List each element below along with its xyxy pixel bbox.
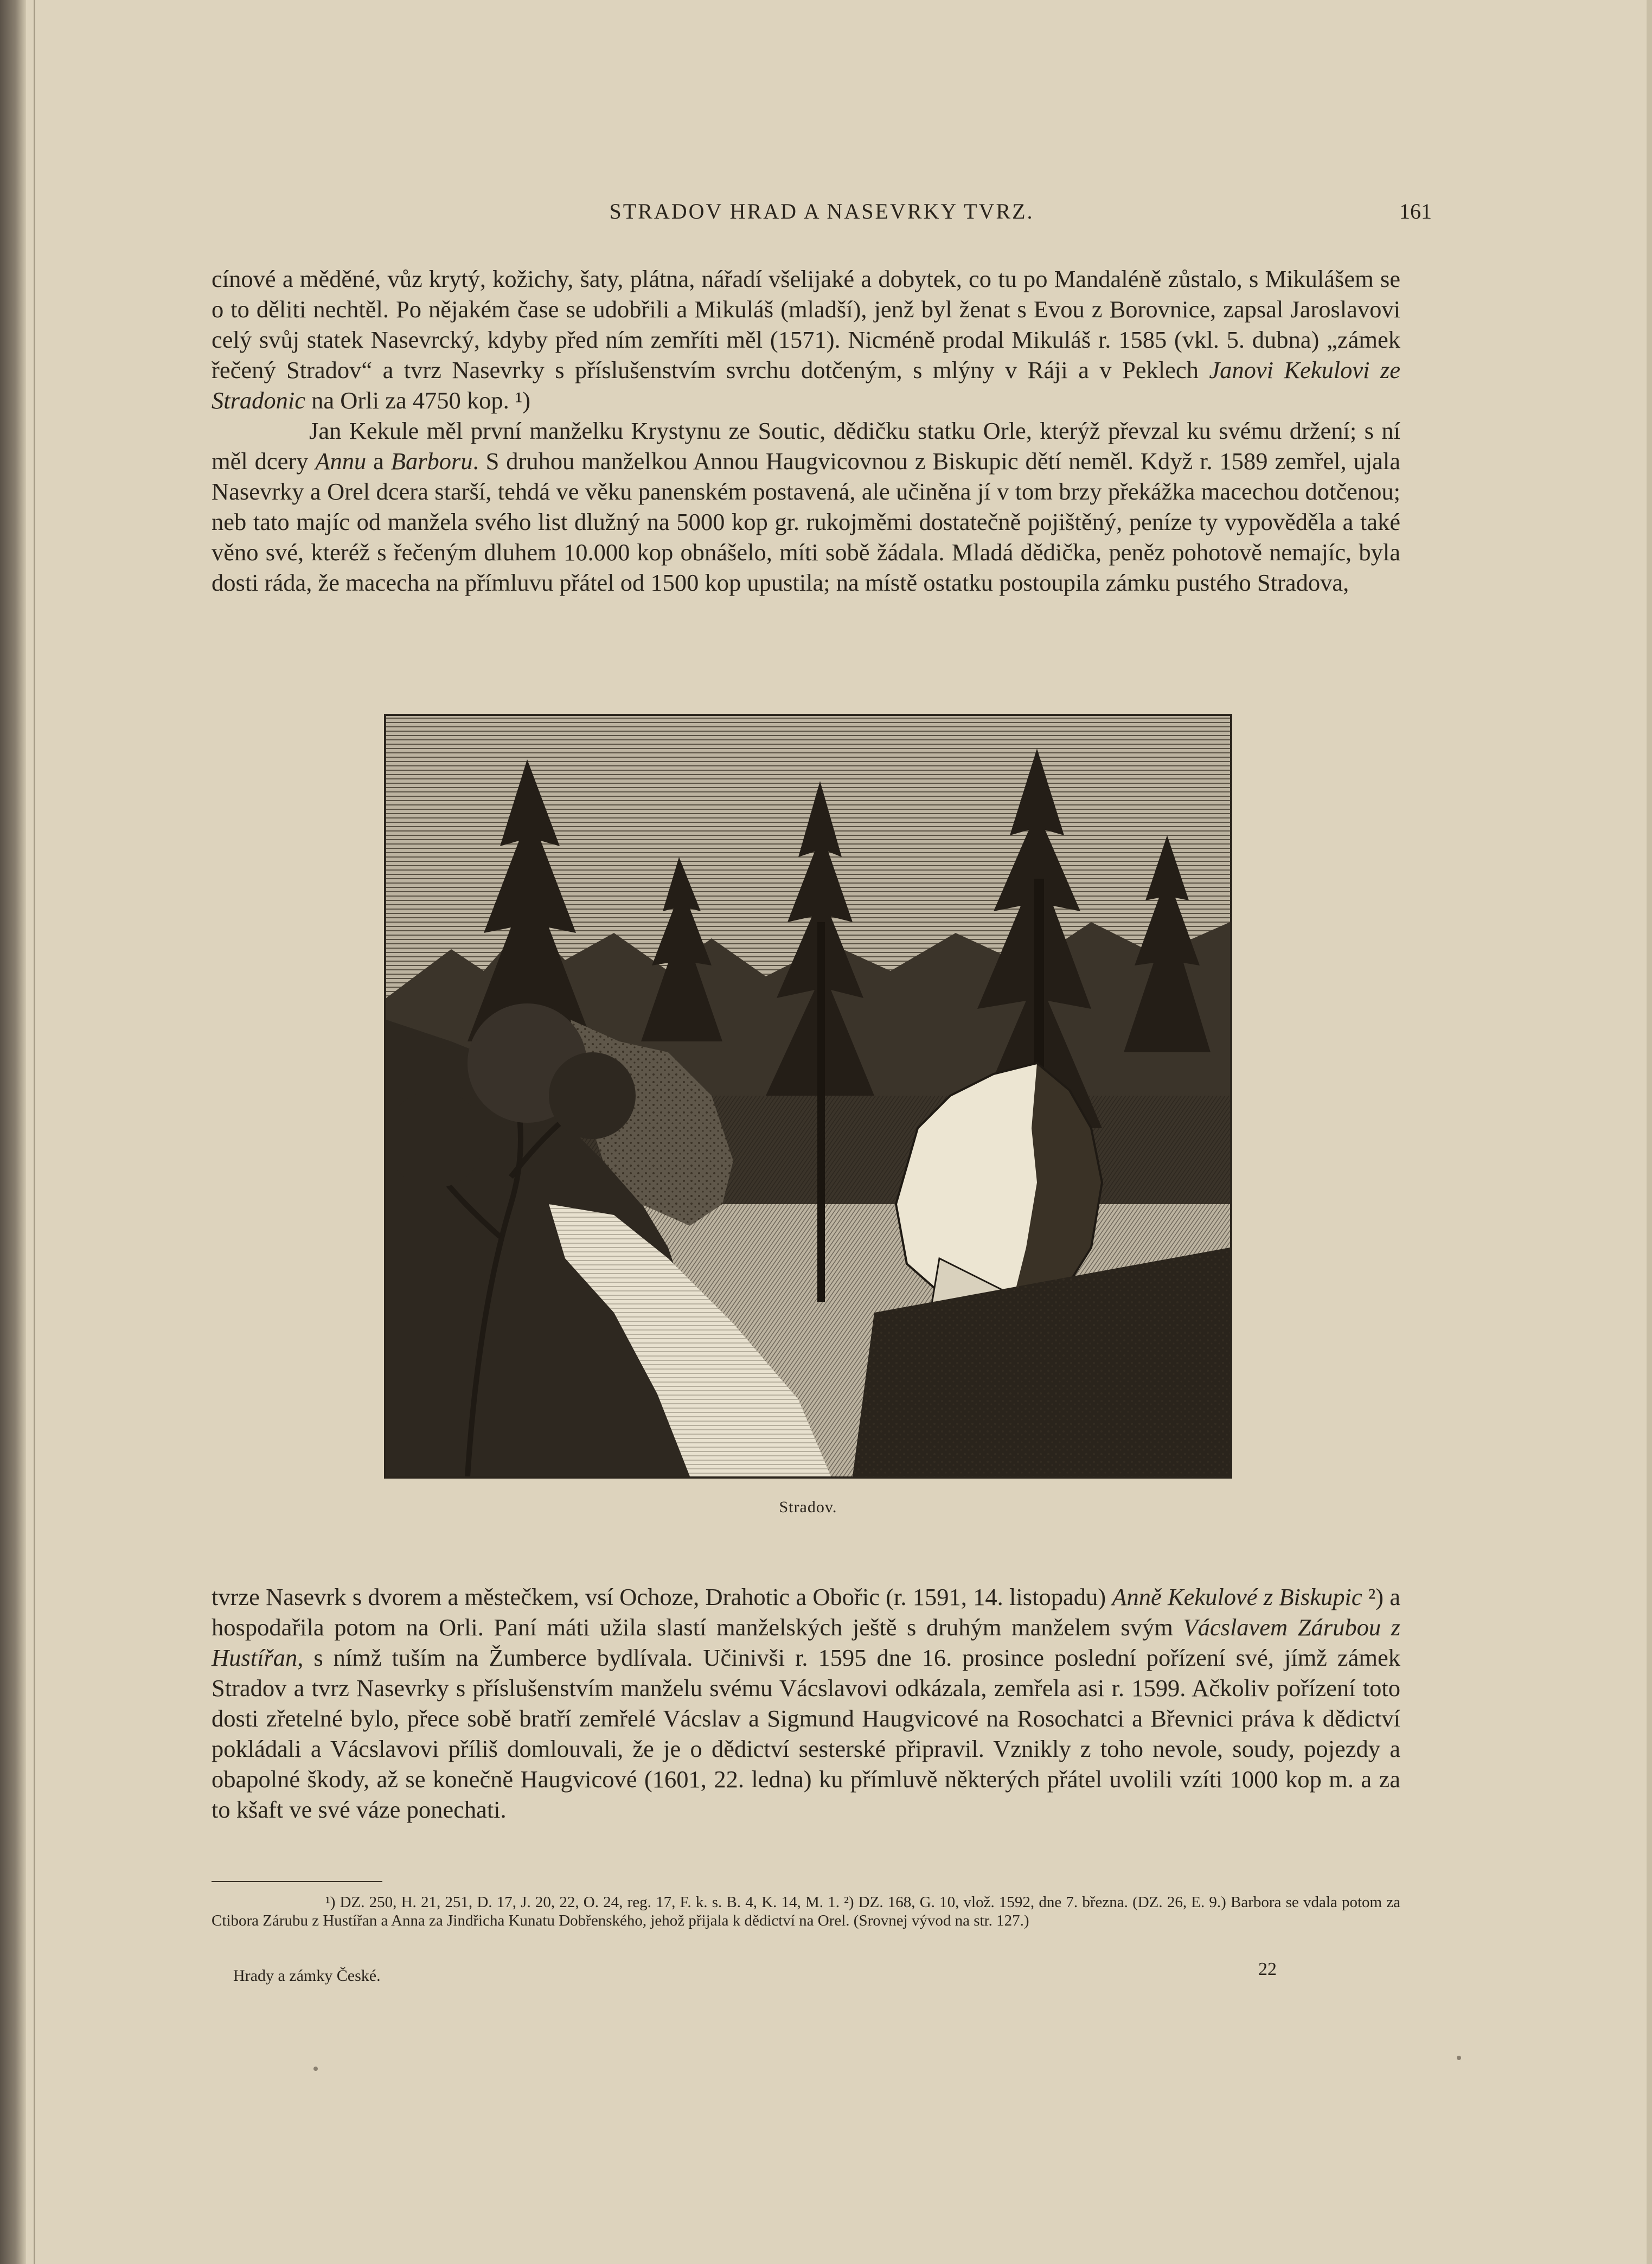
- italic-name: Vácslavem Zárubou z Hustířan: [212, 1614, 1401, 1671]
- gutter-line: [34, 0, 35, 2264]
- italic-name: Anně Kekulové z Biskupic: [1112, 1583, 1362, 1610]
- text-run: , s nímž tuším na Žumberce bydlívala. Učinivši r. 1595 dne 16. prosince poslední pořízení své, jímž zámek Stradov a tvrz Nasevrky s příslušenstvím manželu svému Vácslavovi odkázala, zemřela asi r. 1599. Ačkoliv pořízení toto dosti zřetelné bylo, přece sobě bratří zemřelé Vácslav a Sigmund Haugvicové na Rosochatci a Břevnici práva k dědictví pokládali a Vácslavovi příliš domlouvali, že je o dědictví sesterské připravil. Vznikly z toho nevole, soudy, pojezdy a obapolné škody, až se konečně Haugvicové (1601, 22. ledna) ku přímluvě některých přátel uvolili vzíti 1000 kop m. a za to kšaft ve své váze ponechati.: [212, 1644, 1400, 1823]
- engraving-illustration: [386, 716, 1230, 1476]
- engraving-stradov: [384, 714, 1232, 1479]
- text-block-top: [212, 264, 1400, 598]
- footnote-text: ¹) DZ. 250, H. 21, 251, D. 17, J. 20, 22, O. 24, reg. 17, F. k. s. B. 4, K. 14, M. 1. ²) DZ. 168, G. 10, vlož. 1592, dne 7. března. (DZ. 26, E. 9.) Barbora se vdala potom za Ctibora Zárubu z Hustířan a Anna za Jindřicha Kunatu Dobřenského, jehož přijala k dědictví na Orel. (Srovnej vývod na str. 127.): [212, 1894, 1400, 1929]
- italic-name: Barboru: [390, 447, 473, 475]
- text-block-bottom: [212, 1582, 1400, 1825]
- page-number: 161: [1399, 199, 1432, 223]
- footnote-rule: [212, 1881, 382, 1882]
- binding-gutter: [0, 0, 26, 2264]
- signature-number: 22: [1258, 1959, 1277, 1979]
- paper-spot: [313, 2067, 318, 2071]
- italic-name: Annu: [315, 447, 367, 475]
- page-header: [212, 199, 1432, 231]
- text-run: tvrze Nasevrk s dvorem a městečkem, vsí Ochoze, Drahotic a Obořic (r. 1591, 14. listopadu): [212, 1583, 1112, 1610]
- text-run: a: [366, 447, 391, 475]
- footnotes: [212, 1893, 1400, 1930]
- paper-spot: [1457, 2056, 1461, 2060]
- paragraph-after-figure: [212, 1582, 1400, 1825]
- paragraph-kekule: [212, 415, 1400, 598]
- text-run: . S druhou manželkou Annou Haugvicovnou z Biskupic dětí neměl. Když r. 1589 zemřel, ujala Nasevrky a Orel dcera starší, tehdá ve věku panenském postavená, ale učiněna jí v tom brzy překážka macechou dotčenou; neb tato majíc od manžela svého list dlužný na 5000 kop gr. rukojměmi dostatečně pojištěný, peníze ty vypověděla a také věno své, kteréž s řečeným dluhem 10.000 kop obnášelo, míti sobě žádala. Mladá dědička, peněz pohotově nemajíc, byla dosti ráda, že macecha na přímluvu přátel od 1500 kop upustila; na místě ostatku postoupila zámku pustého Stradova,: [212, 447, 1400, 596]
- running-title: STRADOV HRAD A NASEVRKY TVRZ.: [609, 199, 1034, 223]
- page-edge: [1647, 0, 1652, 2264]
- paragraph-continuation: [212, 264, 1400, 415]
- text-run: Jan Kekule měl první manželku Krystynu ze Soutic, dědičku statku Orle, kterýž převzal ku svému držení; s ní měl dcery: [212, 417, 1400, 475]
- text-run: ²) a hospodařila potom na Orli. Paní máti užila slastí manželských ještě s druhým manželem svým: [212, 1583, 1400, 1641]
- italic-name: Janovi Kekulovi ze Stradonic: [212, 356, 1400, 414]
- text-run: cínové a měděné, vůz krytý, kožichy, šaty, plátna, nářadí všelijaké a dobytek, co tu po Mandaléně zůstalo, s Mikulášem se o to děliti nechtěl. Po nějakém čase se udobřili a Mikuláš (mladší), jenž byl ženat s Evou z Borovnice, zapsal Jaroslavovi celý svůj statek Nasevrcký, kdyby před ním zemříti měl (1571). Nicméně prodal Mikuláš r. 1585 (vkl. 5. dubna) „zámek řečený Stradov“ a tvrz Nasevrky s příslušenstvím svrchu dotčeným, s mlýny v Ráji a v Peklech: [212, 265, 1400, 383]
- signature-title: Hrady a zámky České.: [233, 1967, 381, 1985]
- text-run: na Orli za 4750 kop. ¹): [305, 387, 531, 414]
- figure-caption: Stradov.: [779, 1498, 837, 1516]
